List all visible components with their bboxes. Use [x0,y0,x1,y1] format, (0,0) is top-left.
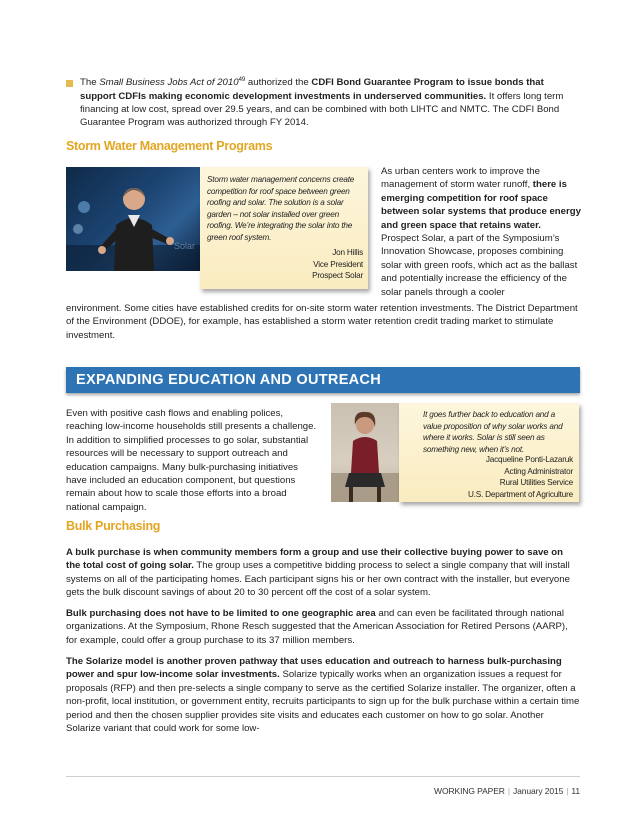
storm-water-paragraph: As urban centers work to improve the management of storm water runoff, there is emerging competition for roof space between solar systems that produce energy and green space that retains water. Prospect Solar, a part of the Symposium’s Innovation Showcase, proposes combining solar with green roofs, which act as the ballast and potentially increase the efficiency of the solar panels through a cooler [381,166,581,298]
cdfi-bold-text: CDFI Bond Guarantee Program to issue bonds that support CDFIs making economic development investments in underserved communities. [80,77,544,102]
quote-callout-ponti-lazaruk [399,403,579,502]
bulk-p1-bold: A bulk purchase is when community members form a group and use their collective buying power to save on the total cost of going solar. [66,547,564,572]
expanding-education-banner [66,367,580,393]
speaker-name: Jon Hillis [332,248,363,257]
quote-attribution [213,247,363,282]
quote-callout-hillis [200,167,368,289]
speaker-organization: Prospect Solar [312,271,363,281]
bulk-p3-bold: The Solarize model is another proven pathway that uses education and outreach to harness bulk-purchasing power and spur low-income solar investments. [66,656,562,681]
bulk-paragraph-3: The Solarize model is another proven pathway that uses education and outreach to harness bulk-purchasing power and spur low-income solar investments. Solarize typically works when an organization issues a request for proposals (RFP) and then pre-selects a single company to serve as the certified Solarize installer. The organizer, often a non-profit, local institution, or government entity, recruits participants to sign up for the bulk purchase within a certain time period and then the chosen supplier provides site visits and educates each customer on how to go solar. Another Solarize variant that could work for some low- [66,656,580,735]
education-paragraph: Even with positive cash flows and enabling polices, reaching low-income households still presents a challenge. In addition to simplified processes to go solar, substantial resources will be necessary to support outreach and education campaigns. Many bulk-purchasing initiatives have included an education component, but questions remain about how to scale those efforts into a broad national campaign. [66,408,317,513]
footer-divider [66,776,580,777]
page-footer: WORKING PAPER | January 2015 | 11 [434,786,580,796]
banner-title: EXPANDING EDUCATION AND OUTREACH [76,372,381,388]
svg-text:Solar: Solar [174,241,196,251]
page-number: 11 [571,786,580,796]
speaker-photo-jon-hillis [66,167,200,271]
act-name: Small Business Jobs Act of 2010 [99,77,239,89]
quote-text: Storm water management concerns create competition for roof space between green roofing and solar. The solution is a solar garden – not solar installed over green roofing. We’re integrating the solar into the green roof system. [207,175,355,242]
speaker-title: Vice President [313,259,363,269]
bulk-paragraph-1: A bulk purchase is when community members form a group and use their collective buying power to save on the total cost of going solar. The group uses a competitive bidding process to select a single company that will install systems on all of the participating homes. Each participant signs his or her own contract with the installer, but everyone gets the bulk discount savings of about 20 to 30 percent off the cost of a solar system. [66,547,570,599]
quote-attribution [405,454,573,500]
speaker-organization: Rural Utilities Service [499,478,573,488]
speaker-department: U.S. Department of Agriculture [467,489,573,499]
speaker-title: Acting Administrator [504,466,573,476]
storm-water-paragraph-continued: environment. Some cities have established credits for on-site storm water retention investments. The District Department of the Environment (DDOE), for example, has established a storm water retention credit trading market to stimulate investment. [66,303,578,341]
storm-bold-text: there is emerging competition for roof space between solar systems that produce energy and green space that retains water. [381,179,581,231]
bulk-p2-bold: Bulk purchasing does not have to be limited to one geographic area [66,608,376,619]
footnote-ref: 49 [238,77,246,83]
quote-text: It goes further back to education and a value proposition of why solar works and where it works. Solar is still seen as something new, when it’s not. [423,410,563,454]
cdfi-bullet-paragraph: The Small Business Jobs Act of 2010$^{49}$ authorized the CDFI Bond Guarantee Program to issue bonds that support CDFIs making economic development investments in underserved communities. It offers long term financing at low cost, spread over 29.5 years, and can be combined with both LIHTC and NMTC. The CDFI Bond Guarantee Program was authorized through FY 2014. [80,77,564,129]
footer-date: January 2015 [512,786,564,796]
bullet-square-icon [66,80,73,87]
speaker-name: Jacqueline Ponti-Lazaruk [485,455,573,464]
bulk-purchasing-heading: Bulk Purchasing [66,519,161,533]
bulk-paragraph-2: Bulk purchasing does not have to be limited to one geographic area and can even be facilitated through national organizations. At the Symposium, Rhone Resch suggested that the American Association for Retired Persons (AARP), for example, could offer a group purchase to its 37 million members. [66,608,568,646]
storm-water-heading: Storm Water Management Programs [66,139,273,153]
footer-label: WORKING PAPER [434,786,505,796]
speaker-photo-ponti-lazaruk [331,403,399,502]
